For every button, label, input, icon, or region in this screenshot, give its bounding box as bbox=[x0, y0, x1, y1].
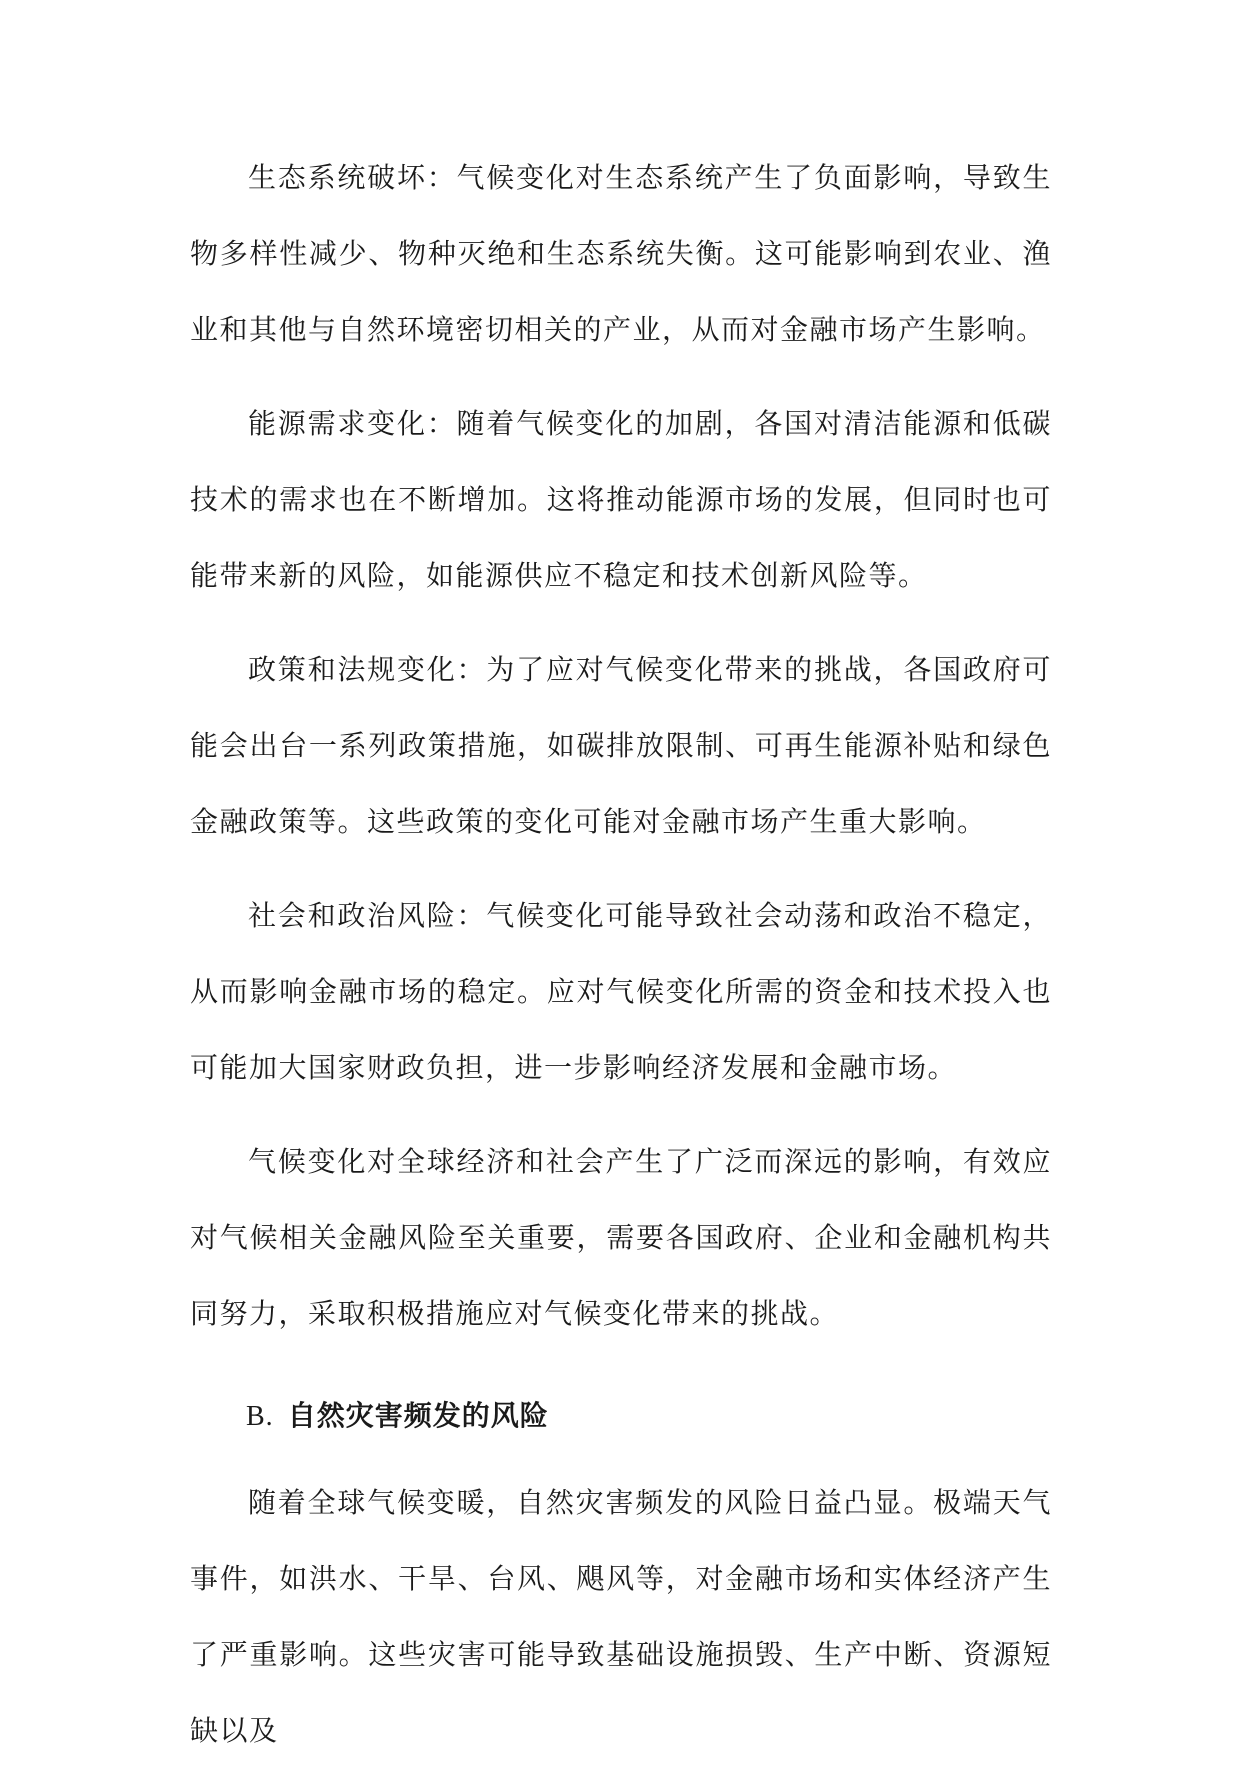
paragraph-social-political: 社会和政治风险：气候变化可能导致社会动荡和政治不稳定，从而影响金融市场的稳定。应对气候变化所需的资金和技术投入也可能加大国家财政负担，进一步影响经济发展和金融市场。 bbox=[190, 899, 1052, 1084]
section-heading bbox=[190, 1378, 1052, 1455]
section-number: B. bbox=[246, 1401, 274, 1432]
section-title: 自然灾害频发的风险 bbox=[287, 1399, 549, 1432]
paragraph-ecosystem: 生态系统破坏：气候变化对生态系统产生了负面影响，导致生物多样性减少、物种灭绝和生态系统失衡。这可能影响到农业、渔业和其他与自然环境密切相关的产业，从而对金融市场产生影响。 bbox=[190, 161, 1052, 346]
paragraph-energy-demand: 能源需求变化：随着气候变化的加剧，各国对清洁能源和低碳技术的需求也在不断增加。这将推动能源市场的发展，但同时也可能带来新的风险，如能源供应不稳定和技术创新风险等。 bbox=[190, 407, 1052, 592]
paragraph-policy: 政策和法规变化：为了应对气候变化带来的挑战，各国政府可能会出台一系列政策措施，如碳排放限制、可再生能源补贴和绿色金融政策等。这些政策的变化可能对金融市场产生重大影响。 bbox=[190, 653, 1052, 838]
document-page bbox=[190, 140, 1052, 1787]
paragraph-natural-disasters: 随着全球气候变暖，自然灾害频发的风险日益凸显。极端天气事件，如洪水、干旱、台风、飓风等，对金融市场和实体经济产生了严重影响。这些灾害可能导致基础设施损毁、生产中断、资源短缺以及 bbox=[190, 1486, 1052, 1747]
paragraph-summary: 气候变化对全球经济和社会产生了广泛而深远的影响，有效应对气候相关金融风险至关重要，需要各国政府、企业和金融机构共同努力，采取积极措施应对气候变化带来的挑战。 bbox=[190, 1145, 1052, 1330]
